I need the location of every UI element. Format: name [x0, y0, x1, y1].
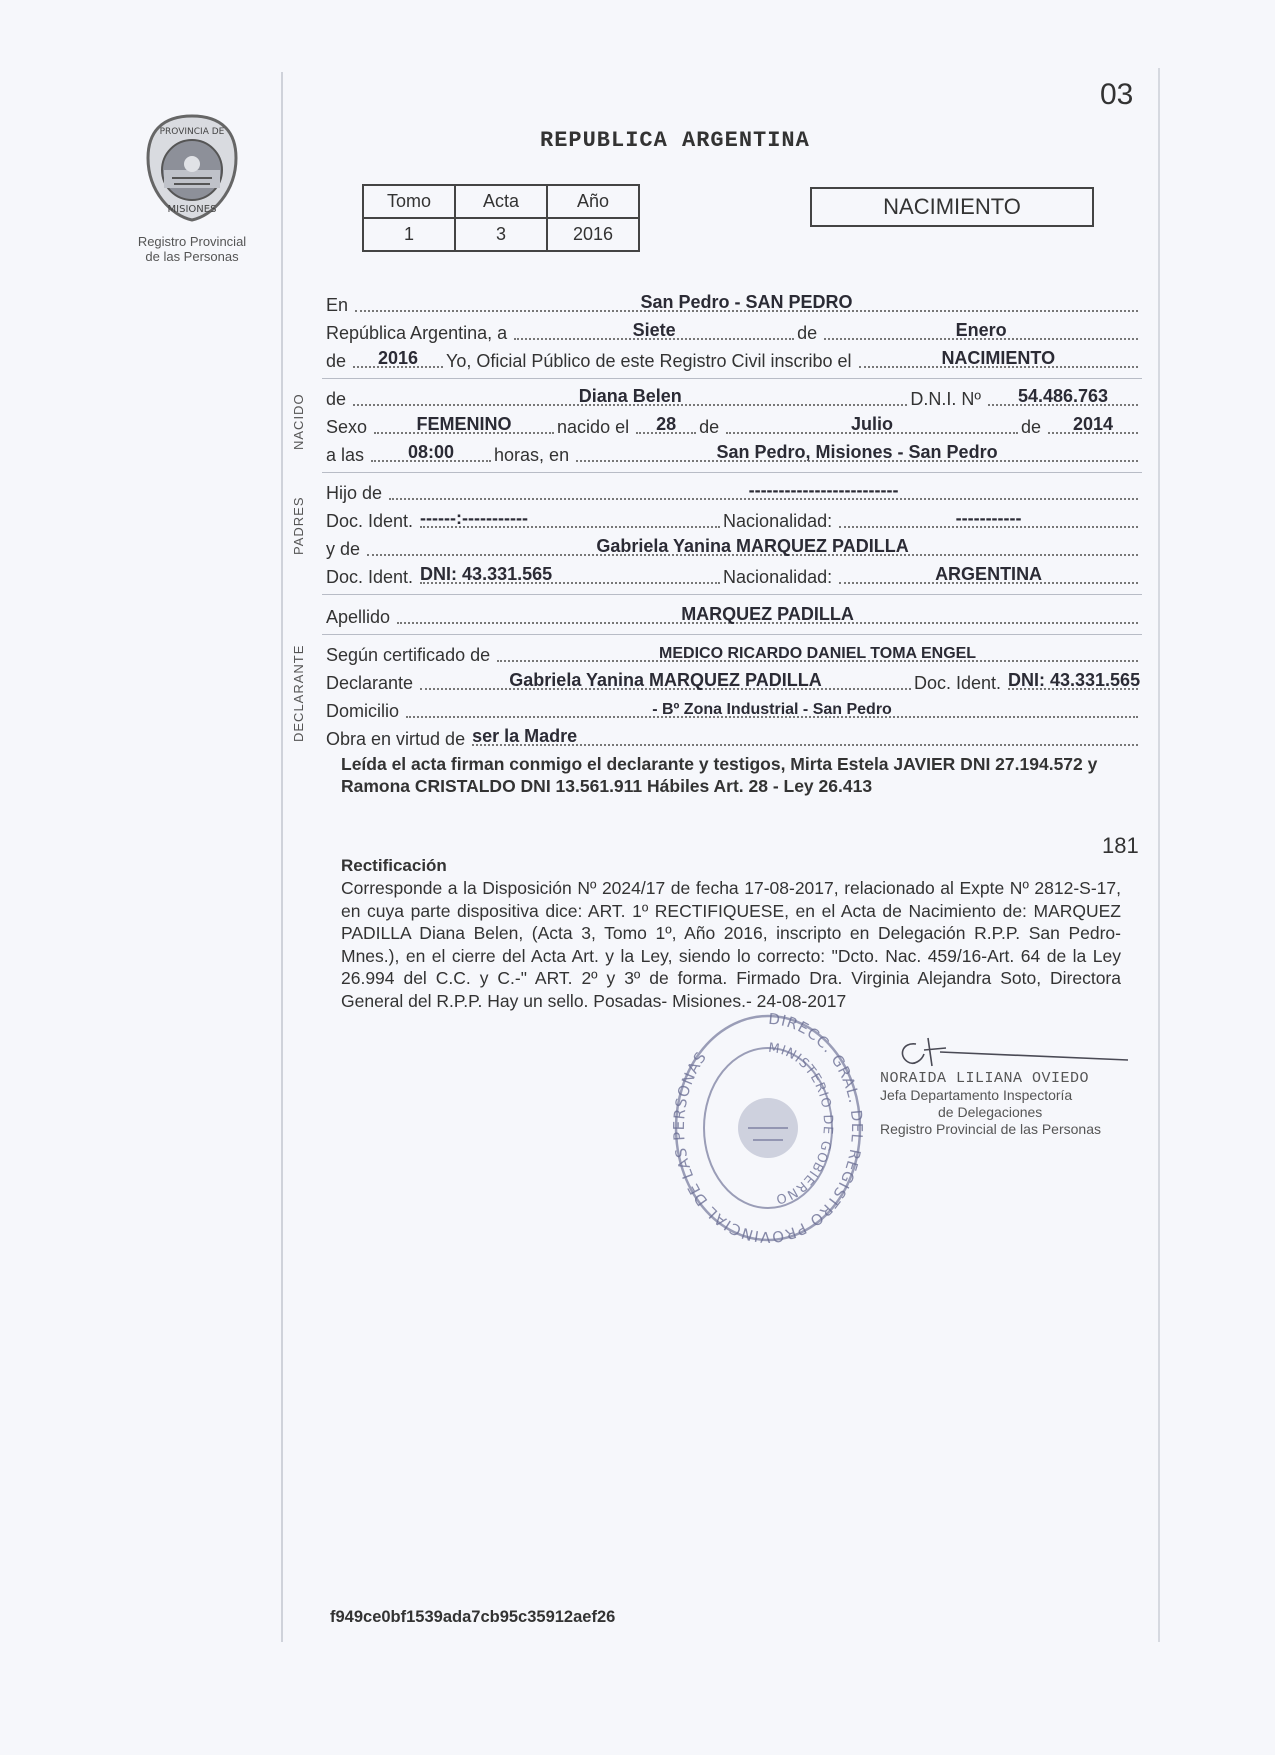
value-mes-nac: Julio: [851, 414, 894, 434]
record-type-box: NACIMIENTO: [810, 187, 1094, 227]
label-de-anio: de: [326, 351, 347, 371]
header-acta: Acta: [455, 185, 547, 218]
value-tomo: 1: [363, 218, 455, 251]
label-sexo: Sexo: [326, 417, 368, 437]
closing-statement: Leída el acta firman conmigo el declarante y testigos, Mirta Estela JAVIER DNI 27.194.572 y Ramona CRISTALDO DNI 13.561.911 Hábiles Art. 28 - Ley 26.413: [341, 754, 1098, 796]
marginal-number: 181: [1102, 833, 1139, 858]
value-padre-doc: ------:-----------: [420, 508, 528, 528]
value-anio: 2016: [378, 348, 419, 368]
label-doc-ident: Doc. Ident.: [326, 511, 414, 531]
value-domicilio: - Bº Zona Industrial - San Pedro: [652, 701, 892, 718]
value-acto: NACIMIENTO: [941, 348, 1056, 368]
value-padre: -------------------------: [748, 480, 899, 500]
row-madre-doc: [326, 562, 1141, 588]
row-anio: [326, 346, 1141, 372]
label-de-nombre: de: [326, 389, 347, 409]
label-segun: Según certificado de: [326, 645, 491, 665]
label-horas-en: horas, en: [494, 445, 570, 465]
label-de-anio-nac: de: [1020, 417, 1041, 437]
label-nacionalidad-madre: Nacionalidad:: [723, 567, 833, 587]
svg-text:PROVINCIA DE: PROVINCIA DE: [159, 127, 225, 137]
header-tomo: Tomo: [363, 185, 455, 218]
value-apellido: MARQUEZ PADILLA: [681, 604, 854, 624]
value-acta: 3: [455, 218, 547, 251]
label-nacionalidad: Nacionalidad:: [723, 511, 833, 531]
value-nombre: Diana Belen: [578, 386, 682, 406]
value-certificado: MEDICO RICARDO DANIEL TOMA ENGEL: [659, 645, 977, 662]
issuer-logo: [136, 112, 248, 264]
row-domicilio: [326, 696, 1141, 722]
signature-block: [880, 1070, 1140, 1138]
page-number: 03: [1100, 78, 1134, 111]
label-nacido-el: nacido el: [557, 417, 630, 437]
label-y-de: y de: [326, 539, 361, 559]
separator: [322, 472, 1142, 473]
row-padre-doc: [326, 506, 1141, 532]
row-sexo: [326, 412, 1141, 438]
row-nombre: [326, 384, 1141, 410]
signatory-line3: Registro Provincial de las Personas: [880, 1121, 1101, 1137]
row-hora: [326, 440, 1141, 466]
label-rep-a: República Argentina, a: [326, 323, 508, 343]
value-dia-nac: 28: [656, 414, 677, 434]
row-obra: [326, 724, 1141, 750]
signature-icon: [888, 1032, 1138, 1076]
value-lugar: San Pedro - SAN PEDRO: [640, 292, 853, 312]
header-anio: Año: [547, 185, 639, 218]
label-a-las: a las: [326, 445, 365, 465]
label-de-mes: de: [699, 417, 720, 437]
value-mes-texto: Enero: [955, 320, 1007, 340]
value-anio-nac: 2014: [1072, 414, 1114, 434]
signatory-name: NORAIDA LILIANA OVIEDO: [880, 1070, 1090, 1087]
row-y-de: [326, 534, 1141, 560]
label-apellido: Apellido: [326, 607, 391, 627]
value-madre-doc: DNI: 43.331.565: [420, 564, 553, 584]
document-hash: f949ce0bf1539ada7cb95c35912aef26: [330, 1608, 616, 1626]
rectificacion-title: Rectificación: [341, 856, 447, 875]
section-label-declarante: DECLARANTE: [291, 644, 306, 742]
separator: [322, 378, 1142, 379]
label-doc-ident-declarante: Doc. Ident.: [913, 673, 1001, 693]
label-en: En: [326, 295, 349, 315]
row-en: [326, 290, 1141, 316]
document-title: REPUBLICA ARGENTINA: [540, 128, 810, 153]
value-obra: ser la Madre: [472, 726, 578, 746]
value-dni: 54.486.763: [1017, 386, 1109, 406]
label-declarante: Declarante: [326, 673, 414, 693]
label-obra: Obra en virtud de: [326, 729, 466, 749]
value-dia-texto: Siete: [632, 320, 676, 340]
row-republica: [326, 318, 1141, 344]
label-doc-ident-madre: Doc. Ident.: [326, 567, 414, 587]
label-dni-no: D.N.I. Nº: [910, 389, 981, 409]
stamp-inner-text: MINISTERIO DE GOBIERNO: [767, 1040, 836, 1207]
value-lugar-nac: San Pedro, Misiones - San Pedro: [716, 442, 998, 462]
value-madre: Gabriela Yanina MARQUEZ PADILLA: [596, 536, 909, 556]
label-domicilio: Domicilio: [326, 701, 400, 721]
signatory-line2: de Delegaciones: [938, 1104, 1043, 1120]
value-sexo: FEMENINO: [416, 414, 512, 434]
row-certificado: [326, 640, 1141, 666]
value-padre-nac: -----------: [955, 508, 1022, 528]
label-yo: Yo, Oficial Público de este Registro Civil inscribo el: [446, 351, 852, 371]
signatory-line1: Jefa Departamento Inspectoría: [880, 1087, 1073, 1103]
rectificacion-body: Corresponde a la Disposición Nº 2024/17 de fecha 17-08-2017, relacionado al Expte Nº 2812-S-17, en cuya parte dispositiva dice: ART. 1º RECTIFIQUESE, en el Acta de Nacimiento de: MARQUEZ PADILLA Diana Belen, (Acta 3, Tomo 1º, Año 2016, inscripto en Delegación R.P.P. San Pedro- Mnes.), en el cierre del Acta Art. y la Ley, siendo lo correcto: "Dcto. Nac. 459/16-Art. 64 de la Ley 26.994 del C.C. y C.-" ART. 2º y 3º de forma. Firmado Dra. Virginia Alejandra Soto, Directora General del R.P.P. Hay un sello. Posadas- Misiones.- 24-08-2017: [341, 878, 1121, 1011]
right-margin-line: [1158, 68, 1160, 1642]
issuer-caption-line1: Registro Provincial: [137, 234, 247, 249]
value-declarante-doc: DNI: 43.331.565: [1008, 670, 1141, 690]
oval-seal-icon: [668, 1008, 868, 1248]
row-hijo-de: [326, 478, 1141, 504]
value-anio: 2016: [547, 218, 639, 251]
label-hijo-de: Hijo de: [326, 483, 383, 503]
row-apellido: [326, 602, 1141, 628]
section-label-nacido: NACIDO: [291, 393, 306, 450]
left-margin-line: [281, 72, 283, 1642]
issuer-caption-line2: de las Personas: [145, 249, 239, 264]
value-declarante: Gabriela Yanina MARQUEZ PADILLA: [509, 670, 822, 690]
separator: [322, 594, 1142, 595]
svg-text:MISIONES: MISIONES: [167, 204, 217, 215]
section-label-padres: PADRES: [291, 496, 306, 555]
official-stamp: [668, 1008, 868, 1253]
separator: [322, 634, 1142, 635]
province-shield-icon: [142, 112, 242, 224]
row-declarante: [326, 668, 1141, 694]
stamp-outer-text: DIRECC. GRAL. DEL REGISTRO PROVINCIAL DE LAS PERSONAS: [669, 1009, 866, 1247]
label-de: de: [797, 323, 818, 343]
registry-table: [362, 184, 640, 252]
value-hora: 08:00: [408, 442, 455, 462]
value-madre-nac: ARGENTINA: [935, 564, 1043, 584]
